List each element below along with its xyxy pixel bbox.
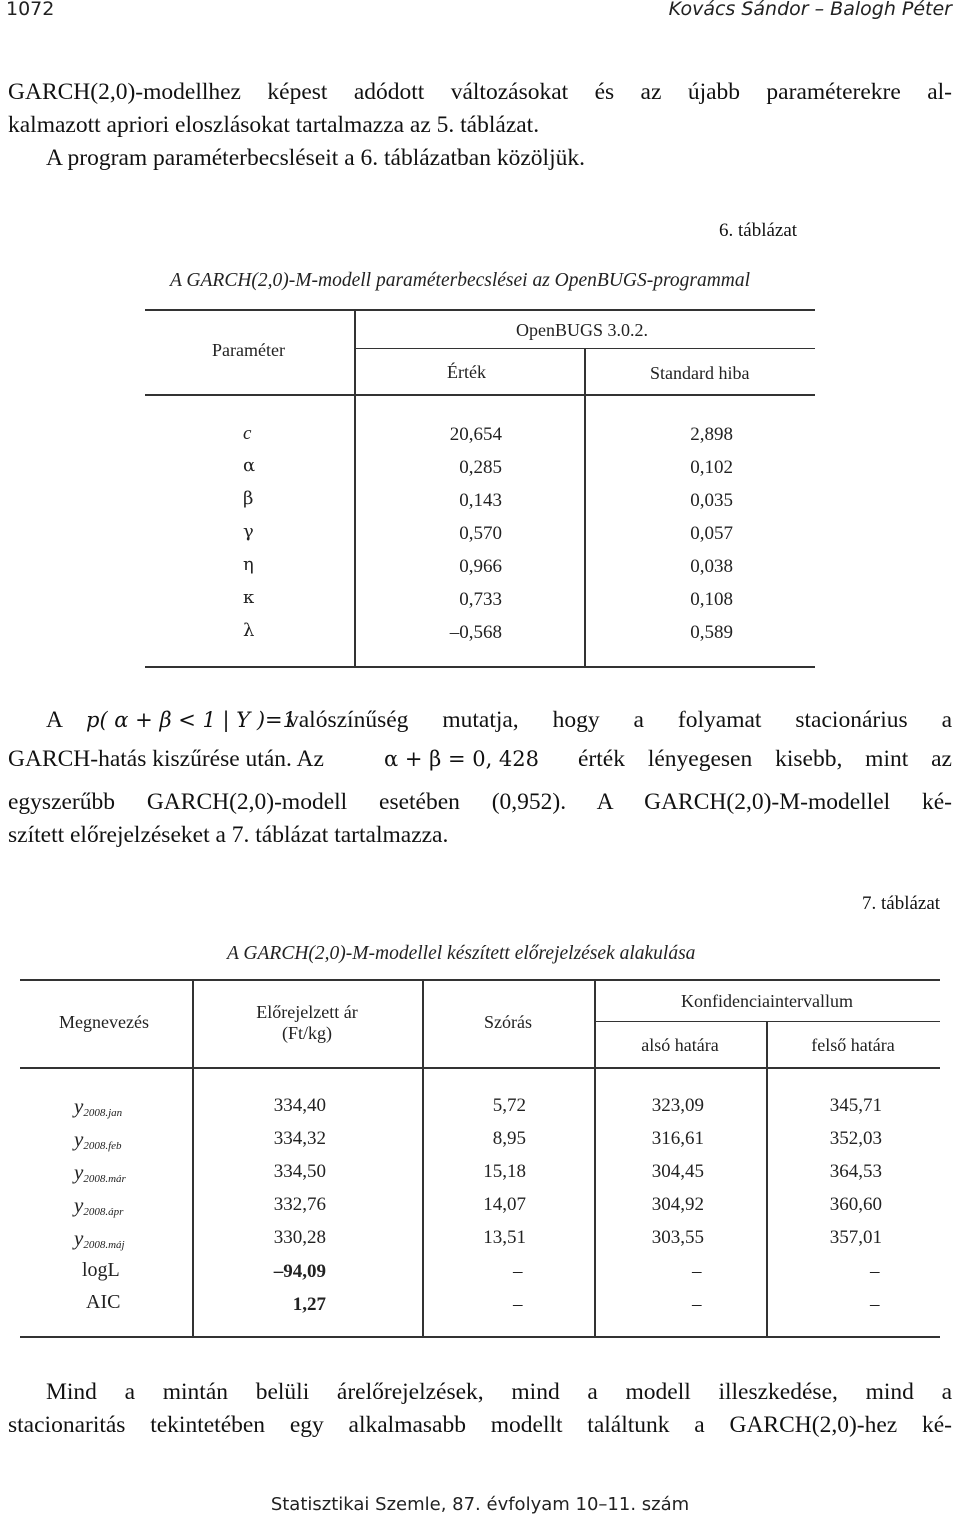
paragraph-line: GARCH(2,0)-modellhez képest adódott változásokat és az újabb paraméterekre al- xyxy=(8,79,952,105)
upper-cell: 345,71 xyxy=(829,1095,882,1116)
table-top-rule xyxy=(145,309,815,311)
row-label: $y_{2008.feb}$ xyxy=(74,1127,122,1152)
probability-formula: p( α + β < 1 | Y )=1 xyxy=(86,708,296,732)
column-header-openbugs: OpenBUGS 3.0.2. xyxy=(516,320,649,340)
table-label: 6. táblázat xyxy=(719,220,798,241)
table-header-rule xyxy=(145,394,815,396)
upper-cell: 364,53 xyxy=(829,1161,882,1182)
empty-dash: – xyxy=(870,1261,880,1282)
sd-cell: 15,18 xyxy=(483,1161,526,1182)
value-cell: 0,966 xyxy=(459,556,502,577)
forecast-cell: –94,09 xyxy=(273,1261,326,1282)
value-cell: 0,733 xyxy=(459,589,502,610)
paragraph-word: A xyxy=(46,707,63,733)
paragraph-line: érték lényegesen kisebb, mint az xyxy=(578,746,952,772)
value-cell: 20,654 xyxy=(449,424,502,445)
column-header-forecast-unit: (Ft/kg) xyxy=(281,1023,332,1043)
value-cell: 0,285 xyxy=(459,457,502,478)
paragraph-line: GARCH-hatás kiszűrése után. Az xyxy=(8,746,324,772)
sum-formula: α + β = 0, 428 xyxy=(384,747,540,771)
table-caption: A GARCH(2,0)-M-modellel készített előrejelzések alakulása xyxy=(227,943,696,964)
column-header-value: Érték xyxy=(447,362,486,382)
parameter-symbol: α xyxy=(243,455,256,476)
paragraph-line: A program paraméterbecsléseit a 6. táblázatban közöljük. xyxy=(46,145,585,171)
upper-cell: 352,03 xyxy=(829,1128,882,1149)
table-top-rule xyxy=(20,979,940,981)
paragraph-line: kalmazott apriori eloszlásokat tartalmazza az 5. táblázat. xyxy=(8,112,540,138)
column-header-lower: alsó határa xyxy=(641,1035,719,1055)
column-header-forecast: Előrejelzett ár xyxy=(256,1002,358,1022)
lower-cell: 303,55 xyxy=(651,1227,704,1248)
table-label: 7. táblázat xyxy=(862,893,941,914)
row-label: $y_{2008.máj}$ xyxy=(74,1226,125,1251)
table-column-divider xyxy=(584,349,586,666)
forecast-cell: 332,76 xyxy=(273,1194,326,1215)
empty-dash: – xyxy=(870,1294,880,1315)
paragraph-line: szített előrejelzéseket a 7. táblázat tartalmazza. xyxy=(8,822,449,848)
forecast-cell: 330,28 xyxy=(273,1227,326,1248)
se-cell: 0,035 xyxy=(690,490,733,511)
value-cell: –0,568 xyxy=(449,622,502,643)
forecast-cell: 334,50 xyxy=(273,1161,326,1182)
column-header-upper: felső határa xyxy=(811,1035,895,1055)
table-column-divider xyxy=(594,979,596,1336)
upper-cell: 357,01 xyxy=(829,1227,882,1248)
sd-cell: 13,51 xyxy=(483,1227,526,1248)
parameter-symbol: c xyxy=(243,423,252,444)
sd-cell: 14,07 xyxy=(483,1194,526,1215)
empty-dash: – xyxy=(692,1294,702,1315)
parameter-symbol: κ xyxy=(243,587,255,608)
parameter-symbol: γ xyxy=(243,521,254,542)
lower-cell: 323,09 xyxy=(651,1095,704,1116)
se-cell: 0,038 xyxy=(690,556,733,577)
parameter-symbol: η xyxy=(243,554,254,575)
row-label: $y_{2008.ápr}$ xyxy=(74,1193,124,1218)
se-cell: 0,589 xyxy=(690,622,733,643)
table-column-divider xyxy=(354,309,356,666)
empty-dash: – xyxy=(692,1261,702,1282)
paragraph-line: valószínűség mutatja, hogy a folyamat stacionárius a xyxy=(287,707,952,733)
table-header-rule xyxy=(20,1067,940,1069)
parameter-symbol: λ xyxy=(243,620,255,641)
parameter-symbol: β xyxy=(243,488,254,509)
sd-cell: 5,72 xyxy=(492,1095,526,1116)
value-cell: 0,570 xyxy=(459,523,502,544)
empty-dash: – xyxy=(513,1261,523,1282)
forecast-cell: 334,32 xyxy=(273,1128,326,1149)
value-cell: 0,143 xyxy=(459,490,502,511)
forecast-cell: 334,40 xyxy=(273,1095,326,1116)
table-caption: A GARCH(2,0)-M-modell paraméterbecslései az OpenBUGS-programmal xyxy=(170,270,751,291)
se-cell: 0,057 xyxy=(690,523,733,544)
lower-cell: 304,45 xyxy=(651,1161,704,1182)
column-header-standard-error: Standard hiba xyxy=(650,363,750,383)
row-label: $y_{2008.jan}$ xyxy=(74,1094,123,1119)
table-bottom-rule xyxy=(20,1336,940,1338)
column-header-sd: Szórás xyxy=(484,1012,532,1032)
paragraph-line: egyszerűbb GARCH(2,0)-modell esetében (0,952). A GARCH(2,0)-M-modellel ké- xyxy=(8,789,952,815)
se-cell: 2,898 xyxy=(690,424,733,445)
lower-cell: 304,92 xyxy=(651,1194,704,1215)
page-number: 1072 xyxy=(6,0,55,20)
running-header-authors: Kovács Sándor – Balogh Péter xyxy=(668,0,952,20)
paragraph-line: stacionaritás tekintetében egy alkalmasabb modellt találtunk a GARCH(2,0)-hez ké- xyxy=(8,1412,952,1438)
lower-cell: 316,61 xyxy=(651,1128,704,1149)
row-label: logL xyxy=(82,1259,120,1281)
column-header-parameter: Paraméter xyxy=(212,340,285,360)
table-column-divider xyxy=(766,1021,768,1336)
column-header-name: Megnevezés xyxy=(59,1012,149,1032)
table-bottom-rule xyxy=(145,666,815,668)
row-label: $y_{2008.már}$ xyxy=(74,1160,126,1185)
row-label: AIC xyxy=(86,1291,121,1313)
sd-cell: 8,95 xyxy=(492,1128,526,1149)
forecast-cell: 1,27 xyxy=(292,1294,326,1315)
se-cell: 0,108 xyxy=(690,589,733,610)
empty-dash: – xyxy=(513,1294,523,1315)
se-cell: 0,102 xyxy=(690,457,733,478)
paragraph-line: Mind a mintán belüli árelőrejelzések, mind a modell illeszkedése, mind a xyxy=(46,1379,952,1405)
upper-cell: 360,60 xyxy=(829,1194,882,1215)
column-header-confidence-interval: Konfidenciaintervallum xyxy=(681,991,853,1011)
journal-footer: Statisztikai Szemle, 87. évfolyam 10–11. szám xyxy=(270,1494,690,1515)
